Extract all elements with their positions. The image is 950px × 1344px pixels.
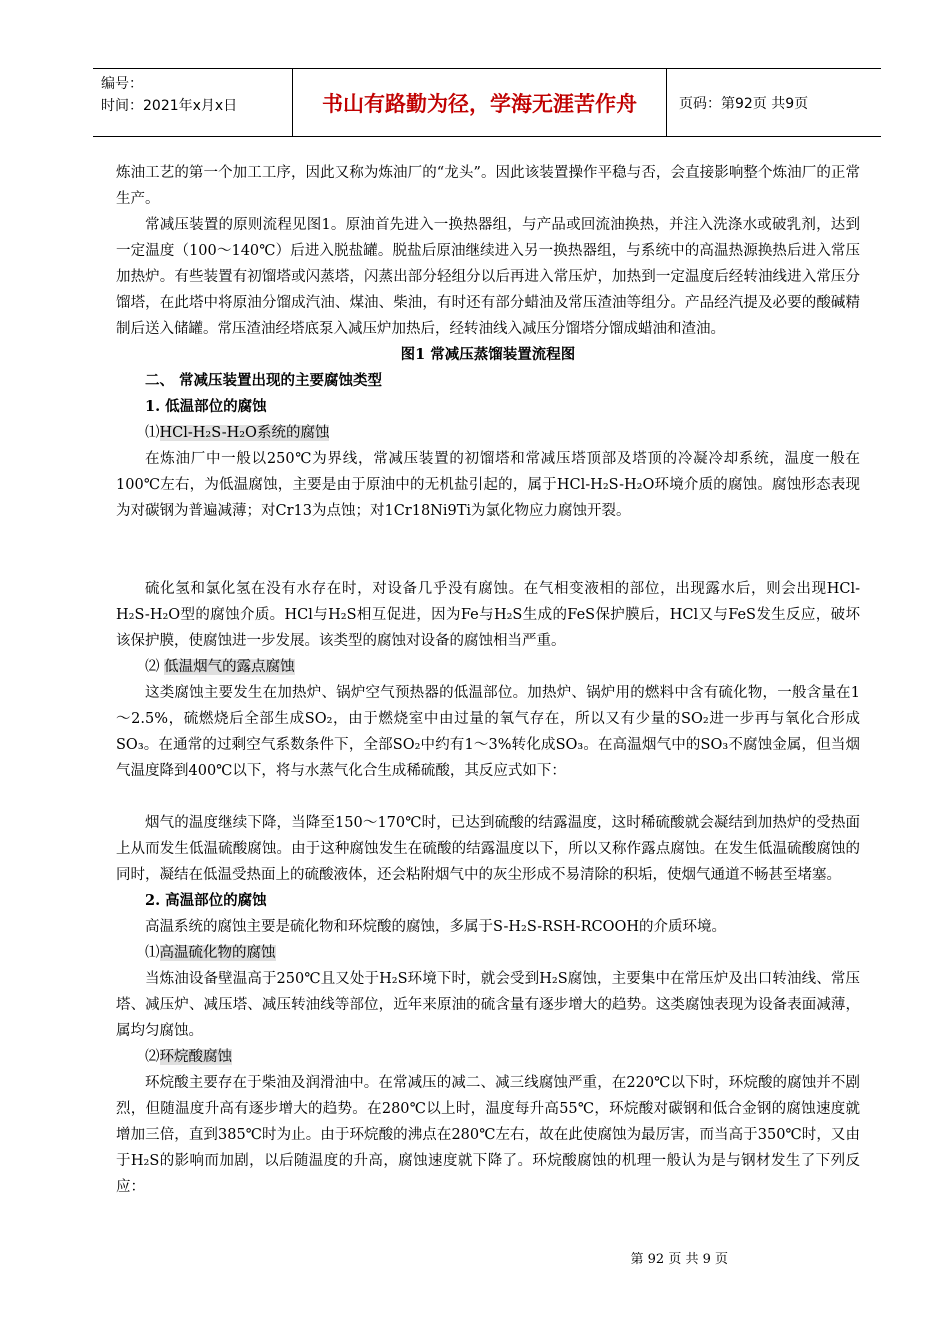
paragraph-7: 高温系统的腐蚀主要是硫化物和环烷酸的腐蚀，多属于S-H₂S-RSH-RCOOH的介质环境。 xyxy=(145,919,727,935)
paragraph-5: 这类腐蚀主要发生在加热炉、锅炉空气预热器的低温部位。加热炉、锅炉用的燃料中含有硫化物，一般含量在1～2.5%，硫燃烧后全部生成SO₂，由于燃烧室中由过量的氧气存在，所以又有少量的SO₂进一步再与氧化合形成SO₃。在通常的过剩空气系数条件下，全部SO₂中约有1～3%转化成SO₃。在高温烟气中的SO₃不腐蚀金属，但当烟气温度降到400℃以下，将与水蒸气化合生成稀硫酸，其反应式如下： xyxy=(116,685,860,779)
item-1-number: ⑴ xyxy=(145,425,160,441)
item-4-number: ⑵ xyxy=(145,1049,160,1065)
item-4-heading xyxy=(116,1044,860,1070)
figure-1-caption: 图1 常减压蒸馏装置流程图 xyxy=(400,346,576,363)
header-motto: 书山有路勤为径，学海无涯苦作舟 xyxy=(293,69,667,136)
paragraph-1: 炼油工艺的第一个加工工序，因此又称为炼油厂的“龙头”。因此该装置操作平稳与否，会直接影响整个炼油厂的正常生产。 xyxy=(116,165,860,207)
formula-space xyxy=(116,784,860,810)
item-3-title: 高温硫化物的腐蚀 xyxy=(159,945,276,961)
paragraph-6: 烟气的温度继续下降，当降至150～170℃时，已达到硫酸的结露温度，这时稀硫酸就会凝结到加热炉的受热面上从而发生低温硫酸腐蚀。由于这种腐蚀发生在硫酸的结露温度以下，所以又称作露点腐蚀。在发生低温硫酸腐蚀的同时，凝结在低温受热面上的硫酸液体，还会粘附烟气中的灰尘形成不易清除的积垢，使烟气通道不畅甚至堵塞。 xyxy=(116,815,860,883)
page-header xyxy=(93,68,881,137)
paragraph-4: 硫化氢和氯化氢在没有水存在时，对设备几乎没有腐蚀。在气相变液相的部位，出现露水后，则会出现HCl-H₂S-H₂O型的腐蚀介质。HCl与H₂S相互促进，因为Fe与H₂S生成的FeS保护膜后，HCl又与FeS发生反应，破坏该保护膜，使腐蚀进一步发展。该类型的腐蚀对设备的腐蚀相当严重。 xyxy=(116,581,860,649)
item-4-title: 环烷酸腐蚀 xyxy=(159,1049,232,1065)
item-1-heading xyxy=(116,420,860,446)
item-2-title: 低温烟气的露点腐蚀 xyxy=(164,659,295,675)
item-1-title: HCl-H₂S-H₂O系统的腐蚀 xyxy=(159,425,330,441)
item-2-number: ⑵ xyxy=(145,659,165,675)
item-3-heading xyxy=(116,940,860,966)
footer-page-number: 第 92 页 共 9 页 xyxy=(630,1252,728,1267)
figure-space xyxy=(116,524,860,576)
time-label: 时间：2021年x月x日 xyxy=(101,98,238,114)
item-3-number: ⑴ xyxy=(145,945,160,961)
subsection-1-heading: 1. 低温部位的腐蚀 xyxy=(145,398,267,415)
paragraph-8: 当炼油设备壁温高于250℃且又处于H₂S环境下时，就会受到H₂S腐蚀，主要集中在常压炉及出口转油线、常压塔、减压炉、减压塔、减压转油线等部位，近年来原油的硫含量有逐步增大的趋势。这类腐蚀表现为设备表面减薄，属均匀腐蚀。 xyxy=(116,971,860,1039)
header-info xyxy=(93,69,293,136)
number-label: 编号： xyxy=(101,76,143,92)
section-2-heading: 二、 常减压装置出现的主要腐蚀类型 xyxy=(145,372,383,389)
paragraph-2: 常减压装置的原则流程见图1。原油首先进入一换热器组，与产品或回流油换热，并注入洗涤水或破乳剂，达到一定温度（100～140℃）后进入脱盐罐。脱盐后原油继续进入另一换热器组，与系统中的高温热源换热后进入常压加热炉。有些装置有初馏塔或闪蒸塔，闪蒸出部分轻组分以后再进入常压炉，加热到一定温度后经转油线进入常压分馏塔，在此塔中将原油分馏成汽油、煤油、柴油，有时还有部分蜡油及常压渣油等组分。产品经汽提及必要的酸碱精制后送入储罐。常压渣油经塔底泵入减压炉加热后，经转油线入减压分馏塔分馏成蜡油和渣油。 xyxy=(116,217,860,337)
subsection-2-heading: 2. 高温部位的腐蚀 xyxy=(145,892,267,909)
header-page-label: 页码：第92页 共9页 xyxy=(679,95,809,112)
paragraph-9: 环烷酸主要存在于柴油及润滑油中。在常减压的减二、减三线腐蚀严重，在220℃以下时，环烷酸的腐蚀并不剧烈，但随温度升高有逐步增大的趋势。在280℃以上时，温度每升高55℃，环烷酸对碳钢和低合金钢的腐蚀速度就增加三倍，直到385℃时为止。由于环烷酸的沸点在280℃左右，故在此使腐蚀为最厉害，而当高于350℃时，又由于H₂S的影响而加剧，以后随温度的升高，腐蚀速度就下降了。环烷酸腐蚀的机理一般认为是与钢材发生了下列反应： xyxy=(116,1075,860,1195)
page-footer xyxy=(0,1248,950,1267)
item-2-heading xyxy=(116,654,860,680)
document-body xyxy=(116,160,860,1200)
paragraph-3: 在炼油厂中一般以250℃为界线，常减压装置的初馏塔和常减压塔顶部及塔顶的冷凝冷却系统，温度一般在100℃左右，为低温腐蚀，主要是由于原油中的无机盐引起的，属于HCl-H₂S-H₂O环境介质的腐蚀。腐蚀形态表现为对碳钢为普遍减薄；对Cr13为点蚀；对1Cr18Ni9Ti为氯化物应力腐蚀开裂。 xyxy=(116,451,860,519)
